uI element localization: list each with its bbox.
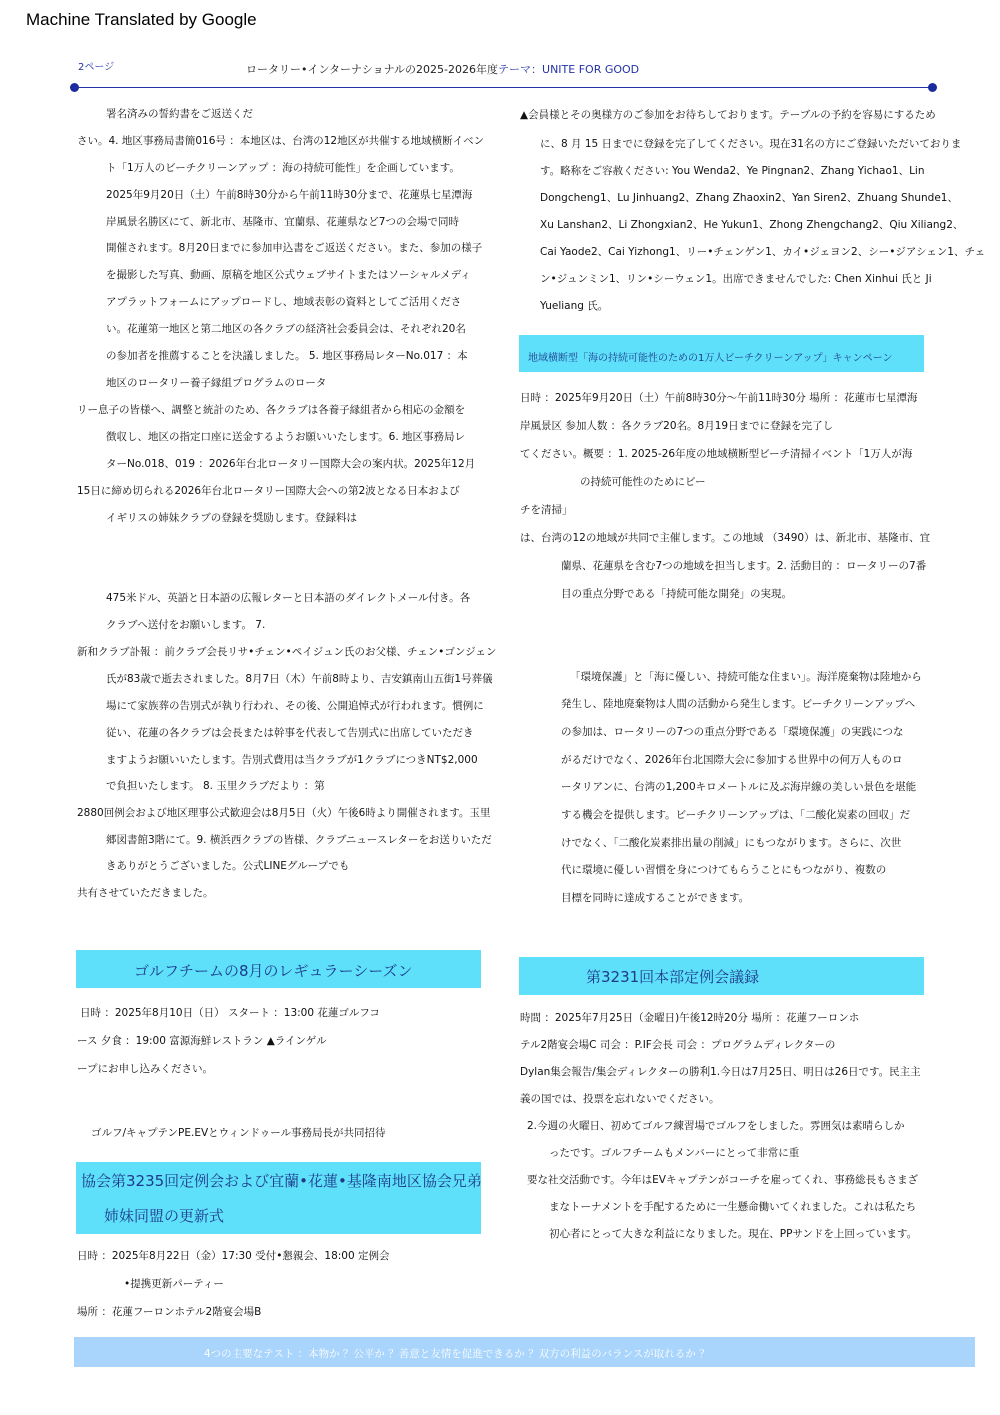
text-line: 義の国では、投票を忘れないでください。 xyxy=(520,1093,720,1105)
text-line: きありがとうございました。公式LINEグループでも xyxy=(106,860,350,872)
text-line: 蘭県、花蓮県を含む7つの地域を担当します。2. 活動目的 ：ロータリーの7番 xyxy=(561,560,927,572)
text-line: けでなく、「二酸化炭素排出量の削減」にもつながります。さらに、次世 xyxy=(561,837,902,849)
text-line: 地区のロータリー養子縁組プログラムのロータ xyxy=(106,377,327,389)
text-line: 初心者にとって大きな利益になりました。現在、PPサンドを上回っています。 xyxy=(549,1228,918,1240)
text-line: チを清掃」 xyxy=(520,504,573,516)
text-line: ース 夕食 ：19:00 富源海鮮レストラン ▲ラインゲル xyxy=(77,1035,327,1047)
text-line: 2.今週の火曜日、初めてゴルフ練習場でゴルフをしました。雰囲気は素晴らしか xyxy=(527,1120,905,1132)
association-title-line-1: 協会第3235回定例会および宜蘭•花蓮•基隆南地区協会兄弟 xyxy=(81,1172,482,1190)
text-line: 場にて家族葬の告別式が執り行われ、その後、公開追悼式が行われます。慣例に xyxy=(106,700,484,712)
text-line: 日時 ：2025年9月20日（土）午前8時30分〜午前11時30分 場所 ：花蓮市七星潭海 xyxy=(520,392,918,404)
text-line: •提携更新パーティー xyxy=(124,1278,224,1290)
text-line: は、台湾の12の地域が共同で主催します。この地域 （3490）は、新北市、基隆市、宜 xyxy=(520,532,931,544)
text-line: リー息子の皆様へ、調整と統計のため、各クラブは各養子縁組者から相応の金額を xyxy=(77,404,466,416)
text-line: で負担いたします。 8. 玉里クラブだより ：第 xyxy=(106,780,325,792)
text-line: 場所 ：花蓮フーロンホテル2階宴会場B xyxy=(77,1306,262,1318)
text-line: Xu Lanshan2、Li Zhongxian2、He Yukun1、Zhong Zhengchang2、Qiu Xiliang2、 xyxy=(540,219,964,231)
text-line: さい。4. 地区事務局書簡016号 ：本地区は、台湾の12地区が共催する地域横断イベン xyxy=(77,135,485,147)
text-line: Dongcheng1、Lu Jinhuang2、Zhang Zhaoxin2、Yan Siren2、Zhuang Shunde1、 xyxy=(540,192,958,204)
text-line: 日時 ：2025年8月22日（金）17:30 受付•懇親会、18:00 定例会 xyxy=(77,1250,390,1262)
text-line: ト「1万人のビーチクリーンアップ ：海の持続可能性」を企画しています。 xyxy=(106,162,460,174)
rule-dot-right xyxy=(928,83,937,92)
text-line: Dylan集会報告/集会ディレクターの勝利1.今日は7月25日、明日は26日です。民主主 xyxy=(520,1066,921,1078)
text-line: い。花蓮第一地区と第二地区の各クラブの経済社会委員会は、それぞれ20名 xyxy=(106,323,466,335)
theme-word: テーマ xyxy=(498,63,532,76)
text-line: 目標を同時に達成することができます。 xyxy=(561,892,750,904)
beach-cleanup-title: 地域横断型「海の持続可能性のための1万人ビーチクリーンアップ」キャンペーン xyxy=(528,353,893,364)
text-line: 岸風景区 参加人数 ：各クラブ20名。8月19日までに登録を完了し xyxy=(520,420,834,432)
text-line: を撮影した写真、動画、原稿を地区公式ウェブサイトまたはソーシャルメディ xyxy=(106,269,471,281)
text-line: ったです。ゴルフチームもメンバーにとって非常に重 xyxy=(549,1147,800,1159)
text-line: する機会を提供します。ビーチクリーンアップは、「二酸化炭素の回収」だ xyxy=(561,809,911,821)
text-line: アプラットフォームにアップロードし、地域表彰の資料としてご活用くださ xyxy=(106,296,462,308)
machine-translated-banner: Machine Translated by Google xyxy=(26,10,257,29)
text-line: 目の重点分野である「持続可能な開発」の実現。 xyxy=(561,588,792,600)
text-line: がるだけでなく、2026年台北国際大会に参加する世界中の何万人ものロ xyxy=(561,754,903,766)
text-line: の持続可能性のためにビー xyxy=(580,476,706,488)
text-line: ン•ジュンミン1、リン•シーウェン1。出席できませんでした: Chen Xinhui 氏と Ji xyxy=(540,273,932,285)
text-line: まなトーナメントを手配するために一生懸命働いてくれました。これは私たち xyxy=(549,1201,917,1213)
text-line: 日時 ：2025年8月10日（日） スタート ：13:00 花蓮ゴルフコ xyxy=(80,1007,380,1019)
meeting-minutes-title: 第3231回本部定例会議録 xyxy=(586,968,760,986)
text-line: 氏が83歳で逝去されました。8月7日（木）午前8時より、吉安鎮南山五街1号葬儀 xyxy=(106,673,493,685)
text-line: ますようお願いいたします。告別式費用は当クラブが1クラブにつきNT$2,000 xyxy=(106,754,478,766)
text-line: 15日に締め切られる2026年台北ロータリー国際大会への第2波となる日本および xyxy=(77,485,460,497)
text-line: 共有させていただきました。 xyxy=(77,887,214,899)
text-line: に、8 月 15 日までに登録を完了してください。現在31名の方にご登録いただいておりま xyxy=(540,138,962,150)
text-line: イギリスの姉妹クラブの登録を奨励します。登録料は xyxy=(106,512,357,524)
text-line: 開催されます。8月20日までに参加申込書をご返送ください。また、参加の様子 xyxy=(106,242,483,254)
text-line: ゴルフ/キャプテンPE.EVとウィンドゥール事務局長が共同招待 xyxy=(91,1127,386,1139)
text-line: テル2階宴会場C 司会 ：P.IF会長 司会 ：プログラムディレクターの xyxy=(520,1039,836,1051)
text-line: 徴収し、地区の指定口座に送金するようお願いいたします。6. 地区事務局レ xyxy=(106,431,466,443)
theme-header xyxy=(246,61,639,77)
text-line: 2880回例会および地区理事公式歓迎会は8月5日（火）午後6時より開催されます。玉里 xyxy=(77,807,491,819)
text-line: 郷図書館3階にて。9. 横浜西クラブの皆様、クラブニュースレターをお送りいただ xyxy=(106,834,492,846)
text-line: 要な社交活動です。今年はEVキャプテンがコーチを雇ってくれ、事務総長もさまざ xyxy=(527,1174,919,1186)
text-line: 岸風景名勝区にて、新北市、基隆市、宜蘭県、花蓮県など7つの会場で同時 xyxy=(106,216,459,228)
golf-title: ゴルフチームの8月のレギュラーシーズン xyxy=(134,962,413,980)
text-line: す。略称をご容赦ください: You Wenda2、Ye Pingnan2、Zhang Yichao1、Lin xyxy=(540,165,925,177)
text-line: の参加は、ロータリーの7つの重点分野である「環境保護」の実践につな xyxy=(561,726,904,738)
header-rule xyxy=(74,87,934,88)
text-line: てください。概要 ：1. 2025-26年度の地域横断型ビーチ清掃イベント「1万人が海 xyxy=(520,448,913,460)
text-line: ープにお申し込みください。 xyxy=(77,1063,213,1075)
text-line: クラブへ送付をお願いします。 7. xyxy=(106,619,266,631)
theme-suffix: ：UNITE FOR GOOD xyxy=(531,63,640,76)
text-line: 署名済みの誓約書をご返送くだ xyxy=(106,108,253,120)
text-line: 2025年9月20日（土）午前8時30分から午前11時30分まで、花蓮県七星潭海 xyxy=(106,189,473,201)
text-line: Cai Yaode2、Cai Yizhong1、リー•チェンゲン1、カイ•ジェヨン2、シー•ジアシェン1、チェ xyxy=(540,246,986,258)
text-line: 475米ドル、英語と日本語の広報レターと日本語のダイレクトメール付き。各 xyxy=(106,592,471,604)
text-line: 発生し、陸地廃棄物は人間の活動から発生します。ビーチクリーンアップへ xyxy=(561,698,916,710)
text-line: ータリアンに、台湾の1,200キロメートルに及ぶ海岸線の美しい景色を堪能 xyxy=(561,781,917,793)
four-way-test-footer xyxy=(74,1337,975,1367)
theme-prefix: ロータリー•インターナショナルの2025-2026年度 xyxy=(246,63,499,76)
text-line: 「環境保護」と「海に優しい、持続可能な住まい」。海洋廃棄物は陸地から xyxy=(570,671,922,683)
page-label: 2ページ xyxy=(78,62,115,73)
text-line: 時間 ：2025年7月25日（金曜日)午後12時20分 場所 ：花蓮フーロンホ xyxy=(520,1012,860,1024)
text-line: Yueliang 氏。 xyxy=(540,300,609,312)
text-line: ▲会員様とその奥様方のご参加をお待ちしております。テーブルの予約を容易にするため xyxy=(520,109,936,121)
four-way-test-text: 4つの主要なテスト ：本物か ？公平か ？善意と友情を促進できるか ？双方の利益のバランスが取れるか ？ xyxy=(204,1348,710,1360)
text-line: の参加者を推薦することを決議しました。 5. 地区事務局レターNo.017 ：本 xyxy=(106,350,468,362)
text-line: ターNo.018、019 ：2026年台北ロータリー国際大会の案内状。2025年12月 xyxy=(106,458,476,470)
association-title-line-2: 姉妹同盟の更新式 xyxy=(104,1207,225,1225)
text-line: 代に環境に優しい習慣を身につけてもらうことにもつながり、複数の xyxy=(561,864,887,876)
text-line: 新和クラブ訃報 ：前クラブ会長リサ•チェン•ペイジュン氏のお父様、チェン•ゴンジェン xyxy=(77,646,497,658)
text-line: 従い、花蓮の各クラブは会長または幹事を代表して告別式に出席していただき xyxy=(106,727,474,739)
